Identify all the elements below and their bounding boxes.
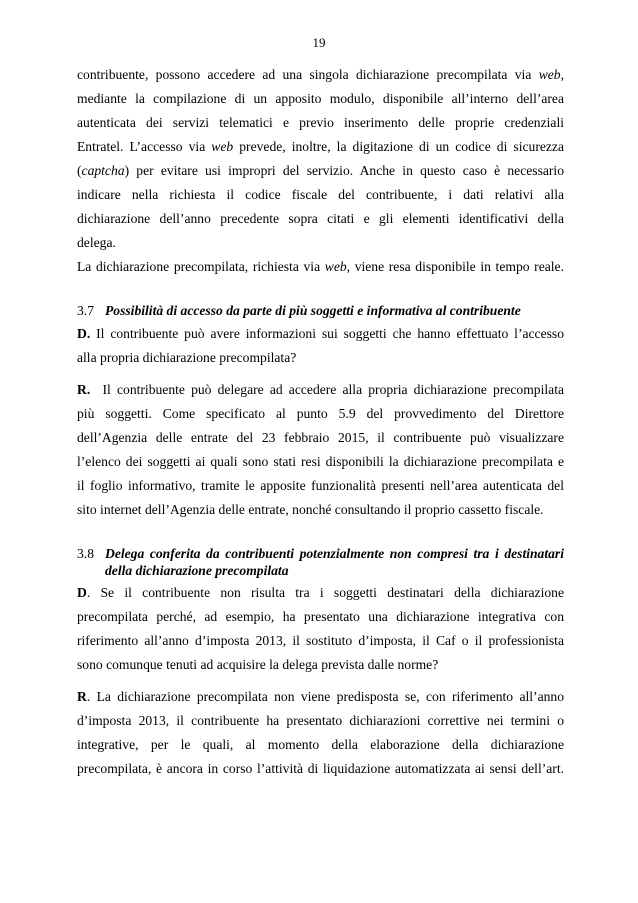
question-3-7 bbox=[77, 322, 564, 370]
text-line: autenticata dei servizi telematici e previo inserimento delle proprie credenziali bbox=[77, 115, 564, 130]
text-line: D. Se il contribuente non risulta tra i soggetti destinatari della dichiarazione bbox=[77, 585, 564, 600]
text-line: riferimento all’anno d’imposta 2013, il sostituto d’imposta, il Caf o il professionista bbox=[77, 633, 564, 648]
text-line: d’imposta 2013, il contribuente ha presentato dichiarazioni correttive nei termini o bbox=[77, 713, 564, 728]
text-line: integrative, per le quali, al momento della elaborazione della dichiarazione bbox=[77, 737, 564, 752]
text-line: più soggetti. Come specificato al punto 5.9 del provvedimento del Direttore bbox=[77, 406, 564, 421]
page-content bbox=[77, 63, 564, 781]
section-title: Possibilità di accesso da parte di più soggetti e informativa al contribuente bbox=[105, 303, 521, 318]
answer-3-7 bbox=[77, 378, 564, 522]
text-line: La dichiarazione precompilata, richiesta via web, viene resa disponibile in tempo reale. bbox=[77, 259, 564, 274]
text-line: (captcha) per evitare usi impropri del servizio. Anche in questo caso è necessario bbox=[77, 163, 564, 178]
question-label: D. bbox=[77, 326, 91, 341]
text-line: delega. bbox=[77, 235, 116, 250]
section-heading-3-7 bbox=[77, 302, 564, 319]
text-line: precompilata perché, ad esempio, ha presentato una dichiarazione integrativa con bbox=[77, 609, 564, 624]
text-line: alla propria dichiarazione precompilata? bbox=[77, 350, 297, 365]
section-heading-3-8 bbox=[77, 545, 564, 579]
text-line: R. Il contribuente può delegare ad accedere alla propria dichiarazione precompilata bbox=[77, 382, 564, 397]
text-line: mediante la compilazione di un apposito modulo, disponibile all’interno dell’area bbox=[77, 91, 564, 106]
text-line: dell’Agenzia delle entrate del 23 febbraio 2015, il contribuente può visualizzare bbox=[77, 430, 564, 445]
answer-label: R bbox=[77, 689, 87, 704]
text-line: l’elenco dei soggetti ai quali sono stati resi disponibili la dichiarazione precompilata e bbox=[77, 454, 564, 469]
text-line: sito internet dell’Agenzia delle entrate, nonché consultando il proprio cassetto fiscale. bbox=[77, 502, 544, 517]
text-line: il foglio informativo, tramite le apposite funzionalità presenti nell’area autenticata del bbox=[77, 478, 564, 493]
text-line: dichiarazione dell’anno precedente sopra citati e gli elementi identificativi della bbox=[77, 211, 564, 226]
answer-3-8 bbox=[77, 685, 564, 781]
section-title: Delega conferita da contribuenti potenzialmente non compresi tra i destinatari della dichiarazione precompilata bbox=[105, 546, 564, 578]
question-label: D bbox=[77, 585, 87, 600]
text-line: R. La dichiarazione precompilata non viene predisposta se, con riferimento all’anno bbox=[77, 689, 564, 704]
page-number: 19 bbox=[312, 35, 326, 50]
text-line: precompilata, è ancora in corso l’attività di liquidazione automatizzata ai sensi dell’art. bbox=[77, 761, 564, 776]
section-number: 3.8 bbox=[77, 546, 94, 561]
answer-label: R. bbox=[77, 382, 91, 397]
section-number: 3.7 bbox=[77, 303, 94, 318]
text-line: D. Il contribuente può avere informazioni sui soggetti che hanno effettuato l’accesso bbox=[77, 326, 564, 341]
text-line: sono comunque tenuti ad acquisire la delega prevista dalle norme? bbox=[77, 657, 439, 672]
text-line: contribuente, possono accedere ad una singola dichiarazione precompilata via web, bbox=[77, 67, 564, 82]
paragraph-web-access bbox=[77, 63, 564, 279]
question-3-8 bbox=[77, 581, 564, 677]
text-line: Entratel. L’accesso via web prevede, inoltre, la digitazione di un codice di sicurezza bbox=[77, 139, 564, 154]
text-line: indicare nella richiesta il codice fiscale del contribuente, i dati relativi alla bbox=[77, 187, 564, 202]
